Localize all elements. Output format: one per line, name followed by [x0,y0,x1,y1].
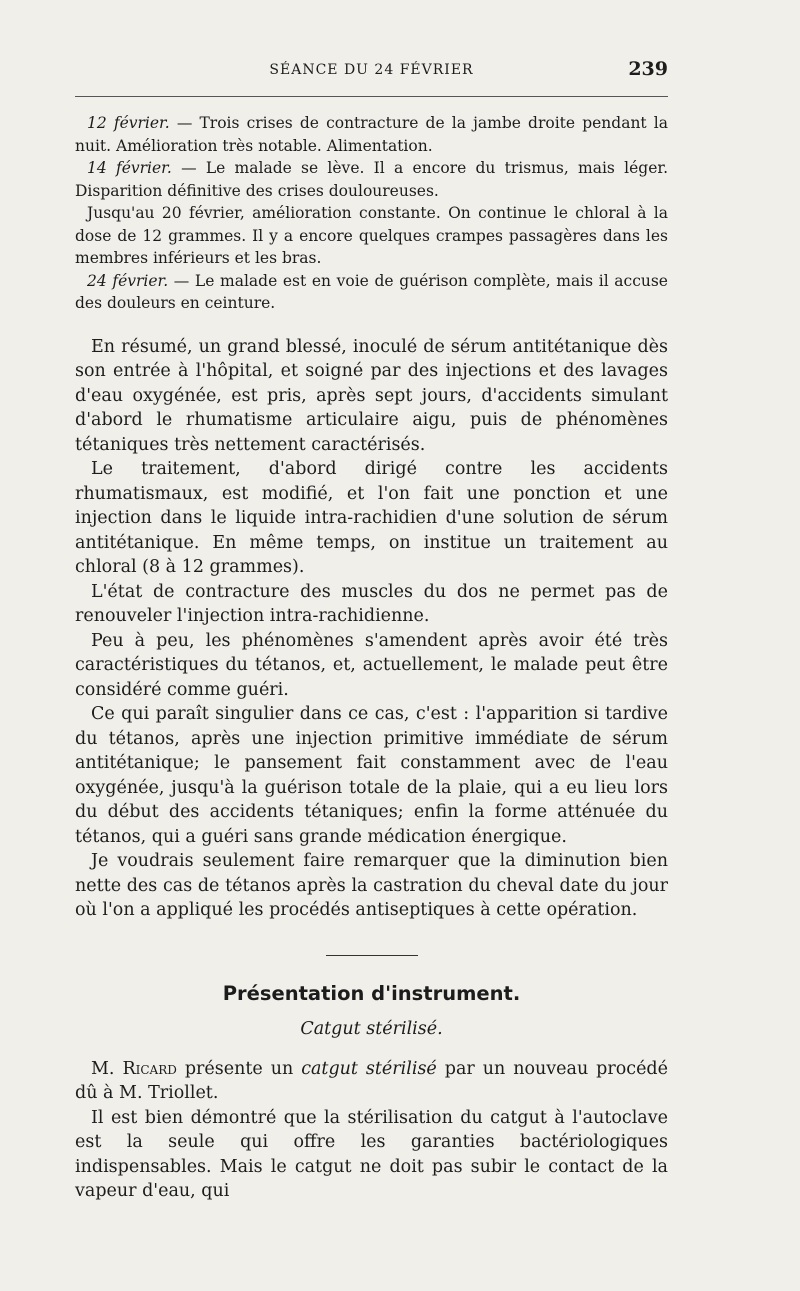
case-note [75,112,668,157]
running-title: SÉANCE DU 24 FÉVRIER [269,62,474,78]
section-body [75,1057,668,1204]
p1-pre: M. [91,1058,123,1079]
section-divider [326,955,418,956]
summary-paragraph: Le traitement, d'abord dirigé contre les accidents rhumatismaux, est modifié, et l'on fait une ponction et une injection dans le liquide intra-rachidien d'une solution de sérum antitétanique. En même temps, on institue un traitement au chloral (8 à 12 grammes). [75,459,668,577]
case-note [75,270,668,315]
p1-mid: présente un [176,1058,302,1079]
case-note [75,202,668,270]
p1-italic: catgut stérilisé [301,1058,437,1079]
case-note-date: 14 février. [87,159,172,177]
case-notes [75,112,668,315]
section-paragraph: Il est bien démontré que la stérilisation du catgut à l'autoclave est la seule qui offre les garanties bactériologiques indispensables. Mais le catgut ne doit pas subir le contact de la vapeur d'eau, qui [75,1107,668,1201]
section-title: Présentation d'instrument. [222,981,521,1005]
case-note-text: — Trois crises de contracture de la jambe droite pendant la nuit. Amélioration très notable. Alimentation. [75,114,668,155]
section-paragraph [75,1057,668,1106]
case-note-text: Jusqu'au 20 février, amélioration constante. On continue le chloral à la dose de 12 grammes. Il y a encore quelques crampes passagères dans les membres inférieurs et les bras. [75,204,668,267]
p1-post: par un nouveau procédé dû à M. Triollet. [75,1058,668,1103]
case-note-text: — Le malade se lève. Il a encore du trismus, mais léger. Disparition définitive des crises douloureuses. [75,159,668,200]
running-header [75,58,668,84]
case-note-text: — Le malade est en voie de guérison complète, mais il accuse des douleurs en ceinture. [75,271,668,312]
case-note-date: 12 février. [87,114,170,132]
summary-paragraph: Peu à peu, les phénomènes s'amendent après avoir été très caractéristiques du tétanos, et, actuellement, le malade peut être considéré comme guéri. [75,630,668,700]
case-note-date: 24 février. [87,271,169,290]
header-rule [75,96,668,97]
summary-paragraph: En résumé, un grand blessé, inoculé de sérum antitétanique dès son entrée à l'hôpital, et soigné par des injections et des lavages d'eau oxygénée, est pris, après sept jours, d'accidents simulant d'abord le rhumatisme articulaire aigu, puis de phénomènes tétaniques très nettement caractérisés. [75,336,668,455]
page-body [75,112,668,1204]
summary-paragraph: Je voudrais seulement faire remarquer que la diminution bien nette des cas de tétanos après la castration du cheval date du jour où l'on a appliqué les procédés antiseptiques à cette opération. [75,851,668,920]
summary-paragraph: L'état de contracture des muscles du dos ne permet pas de renouveler l'injection intra-rachidienne. [75,581,668,626]
author-name: Ricard [122,1058,177,1079]
summary [75,335,668,923]
section-subtitle: Catgut stérilisé. [300,1018,443,1039]
page-number: 239 [628,58,668,80]
case-note [75,157,668,202]
summary-paragraph: Ce qui paraît singulier dans ce cas, c'est : l'apparition si tardive du tétanos, après une injection primitive immédiate de sérum antitétanique; le pansement fait constamment avec de l'eau oxygénée, jusqu'à la guérison totale de la plaie, qui a eu lieu lors du début des accidents tétaniques; enfin la forme atténuée du tétanos, qui a guéri sans grande médication énergique. [75,704,668,847]
